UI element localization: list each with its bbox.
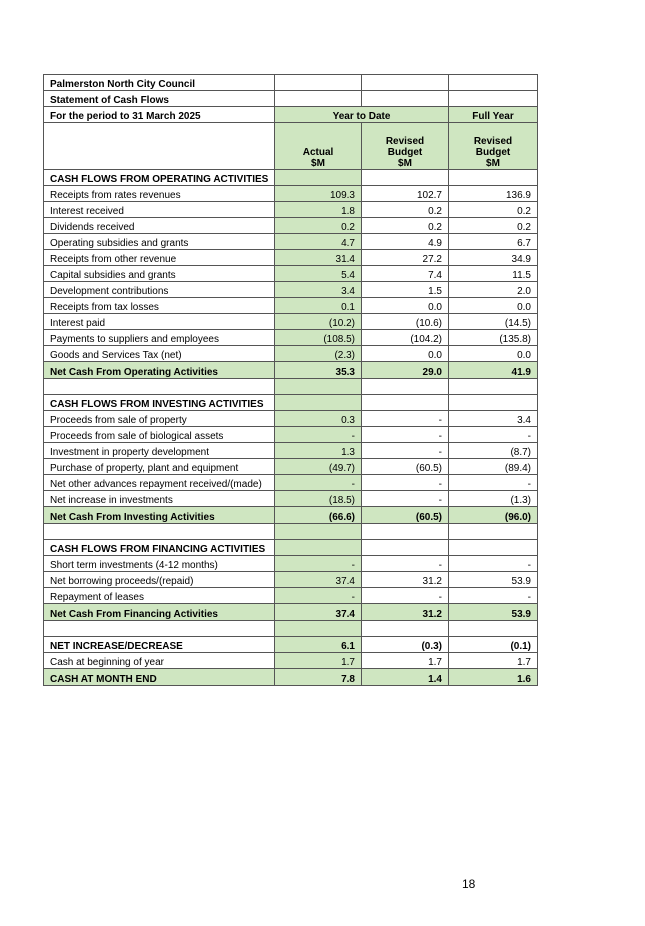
full-year-value: - [449, 475, 538, 491]
subtotal-budget: (60.5) [362, 507, 449, 524]
title-row-org [44, 75, 538, 91]
subtotal-full-year: 53.9 [449, 604, 538, 621]
budget-value: 102.7 [362, 186, 449, 202]
section-heading-row [44, 540, 538, 556]
row-label: Receipts from tax losses [44, 298, 275, 314]
subtotal-label: Net Cash From Financing Activities [44, 604, 275, 621]
row-label: Purchase of property, plant and equipment [44, 459, 275, 475]
end-label: CASH AT MONTH END [44, 669, 275, 686]
budget-value: - [362, 475, 449, 491]
actual-value: - [275, 556, 362, 572]
actual-header-unit: $M [311, 158, 325, 169]
budget-header-line: Budget [387, 147, 423, 158]
subtotal-row-investing [44, 507, 538, 524]
full-year-value: - [449, 588, 538, 604]
actual-value: 31.4 [275, 250, 362, 266]
table-row [44, 427, 538, 443]
budget-value: 0.2 [362, 218, 449, 234]
full-year-value: (8.7) [449, 443, 538, 459]
actual-value: (18.5) [275, 491, 362, 507]
full-year-value: 136.9 [449, 186, 538, 202]
subtotal-row-financing [44, 604, 538, 621]
actual-value: 0.1 [275, 298, 362, 314]
full-year-value: (14.5) [449, 314, 538, 330]
table-row [44, 282, 538, 298]
subtotal-full-year: 41.9 [449, 362, 538, 379]
full-year-value: 0.0 [449, 298, 538, 314]
revised-header-line: Revised [385, 136, 425, 147]
table-row [44, 346, 538, 362]
table-row [44, 330, 538, 346]
period-label: For the period to 31 March 2025 [44, 107, 275, 123]
table-row [44, 202, 538, 218]
budget-value: - [362, 491, 449, 507]
net-actual: 6.1 [275, 637, 362, 653]
column-header-row [44, 123, 538, 170]
subtotal-budget: 29.0 [362, 362, 449, 379]
subtotal-row-operating [44, 362, 538, 379]
row-label: Net borrowing proceeds/(repaid) [44, 572, 275, 588]
full-year-value: (1.3) [449, 491, 538, 507]
cash-flow-table [43, 74, 538, 686]
subtotal-actual: 35.3 [275, 362, 362, 379]
end-budget: 1.4 [362, 669, 449, 686]
row-label: Goods and Services Tax (net) [44, 346, 275, 362]
table-row [44, 218, 538, 234]
net-increase-row [44, 637, 538, 653]
begin-label: Cash at beginning of year [44, 653, 275, 669]
full-year-value: - [449, 427, 538, 443]
table-row [44, 266, 538, 282]
subtotal-label: Net Cash From Investing Activities [44, 507, 275, 524]
net-full-year: (0.1) [449, 637, 538, 653]
budget-value: 0.0 [362, 346, 449, 362]
actual-value: 1.8 [275, 202, 362, 218]
budget-value: - [362, 411, 449, 427]
table-row [44, 298, 538, 314]
row-label: Capital subsidies and grants [44, 266, 275, 282]
table-row [44, 186, 538, 202]
actual-value: (49.7) [275, 459, 362, 475]
actual-value: 3.4 [275, 282, 362, 298]
actual-value: - [275, 588, 362, 604]
actual-value: 0.3 [275, 411, 362, 427]
full-year-value: 11.5 [449, 266, 538, 282]
title-row-statement [44, 91, 538, 107]
financing-heading: CASH FLOWS FROM FINANCING ACTIVITIES [44, 540, 275, 556]
row-label: Interest paid [44, 314, 275, 330]
actual-value: 4.7 [275, 234, 362, 250]
budget-value: 0.0 [362, 298, 449, 314]
full-year-value: 34.9 [449, 250, 538, 266]
fy-header-unit: $M [486, 158, 500, 169]
budget-value: - [362, 443, 449, 459]
spacer-row [44, 524, 538, 540]
spacer-row [44, 379, 538, 395]
row-label: Receipts from other revenue [44, 250, 275, 266]
full-year-value: 53.9 [449, 572, 538, 588]
actual-value: 37.4 [275, 572, 362, 588]
table-row [44, 234, 538, 250]
page-number: 18 [462, 877, 476, 891]
full-year-value: - [449, 556, 538, 572]
actual-value: - [275, 427, 362, 443]
actual-column-header [275, 123, 362, 170]
table-row [44, 459, 538, 475]
full-year-budget-column-header [449, 123, 538, 170]
org-name: Palmerston North City Council [44, 75, 275, 91]
table-row [44, 250, 538, 266]
revised-budget-column-header [362, 123, 449, 170]
row-label: Dividends received [44, 218, 275, 234]
table-row [44, 491, 538, 507]
full-year-value: 6.7 [449, 234, 538, 250]
subtotal-actual: 37.4 [275, 604, 362, 621]
budget-value: (104.2) [362, 330, 449, 346]
table-row [44, 314, 538, 330]
actual-value: 5.4 [275, 266, 362, 282]
begin-actual: 1.7 [275, 653, 362, 669]
end-full-year: 1.6 [449, 669, 538, 686]
budget-value: - [362, 588, 449, 604]
table-row [44, 588, 538, 604]
budget-value: - [362, 556, 449, 572]
full-year-value: (89.4) [449, 459, 538, 475]
operating-heading: CASH FLOWS FROM OPERATING ACTIVITIES [44, 170, 275, 186]
fy-revised-header-line: Revised [473, 136, 513, 147]
full-year-value: 0.2 [449, 218, 538, 234]
begin-budget: 1.7 [362, 653, 449, 669]
investing-heading: CASH FLOWS FROM INVESTING ACTIVITIES [44, 395, 275, 411]
row-label: Net increase in investments [44, 491, 275, 507]
end-actual: 7.8 [275, 669, 362, 686]
budget-value: - [362, 427, 449, 443]
budget-value: 1.5 [362, 282, 449, 298]
row-label: Short term investments (4-12 months) [44, 556, 275, 572]
row-label: Net other advances repayment received/(made) [44, 475, 275, 491]
full-year-value: 2.0 [449, 282, 538, 298]
row-label: Proceeds from sale of biological assets [44, 427, 275, 443]
net-budget: (0.3) [362, 637, 449, 653]
table-row [44, 475, 538, 491]
budget-value: 31.2 [362, 572, 449, 588]
table-row [44, 556, 538, 572]
row-label: Proceeds from sale of property [44, 411, 275, 427]
cash-month-end-row [44, 669, 538, 686]
actual-value: 0.2 [275, 218, 362, 234]
subtotal-actual: (66.6) [275, 507, 362, 524]
budget-value: (60.5) [362, 459, 449, 475]
actual-value: (2.3) [275, 346, 362, 362]
full-year-value: 0.2 [449, 202, 538, 218]
row-label: Development contributions [44, 282, 275, 298]
actual-value: - [275, 475, 362, 491]
budget-value: 27.2 [362, 250, 449, 266]
row-label: Investment in property development [44, 443, 275, 459]
table-row [44, 572, 538, 588]
row-label: Operating subsidies and grants [44, 234, 275, 250]
full-year-header: Full Year [449, 107, 538, 123]
row-label: Payments to suppliers and employees [44, 330, 275, 346]
subtotal-label: Net Cash From Operating Activities [44, 362, 275, 379]
actual-value: 1.3 [275, 443, 362, 459]
row-label: Repayment of leases [44, 588, 275, 604]
subtotal-budget: 31.2 [362, 604, 449, 621]
title-row-period [44, 107, 538, 123]
row-label: Interest received [44, 202, 275, 218]
section-heading-row [44, 395, 538, 411]
spacer-row [44, 621, 538, 637]
budget-value: 0.2 [362, 202, 449, 218]
budget-value: 4.9 [362, 234, 449, 250]
fy-budget-header-line: Budget [475, 147, 511, 158]
row-label: Receipts from rates revenues [44, 186, 275, 202]
table-row [44, 411, 538, 427]
cash-beginning-row [44, 653, 538, 669]
budget-value: 7.4 [362, 266, 449, 282]
revised-header-unit: $M [398, 158, 412, 169]
full-year-value: 0.0 [449, 346, 538, 362]
full-year-value: (135.8) [449, 330, 538, 346]
actual-value: (108.5) [275, 330, 362, 346]
begin-full-year: 1.7 [449, 653, 538, 669]
section-heading-row [44, 170, 538, 186]
net-label: NET INCREASE/DECREASE [44, 637, 275, 653]
year-to-date-header: Year to Date [275, 107, 449, 123]
subtotal-full-year: (96.0) [449, 507, 538, 524]
actual-value: 109.3 [275, 186, 362, 202]
statement-title: Statement of Cash Flows [44, 91, 275, 107]
actual-value: (10.2) [275, 314, 362, 330]
budget-value: (10.6) [362, 314, 449, 330]
table-row [44, 443, 538, 459]
full-year-value: 3.4 [449, 411, 538, 427]
actual-header-line: Actual [302, 147, 334, 158]
